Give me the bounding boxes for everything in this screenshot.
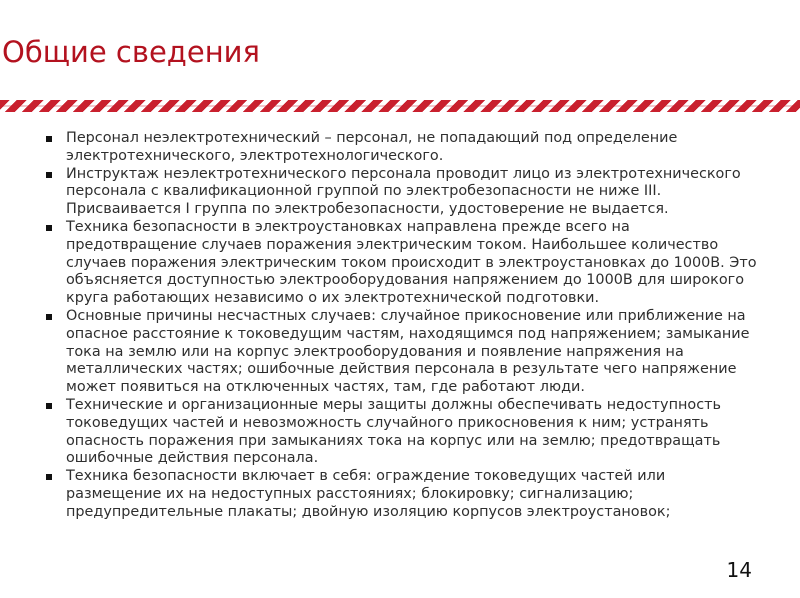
bullet-item [46,308,758,397]
page-number: 14 [726,558,752,582]
bullet-square-icon [46,403,52,409]
bullet-text: Технические и организационные меры защиты должны обеспечивать недоступность токоведущих частей и невозможность случайного прикосновения к ним; устранять опасность поражения при замыканиях тока на корпус или на землю; предотвращать ошибочные действия персонала. [66,396,721,467]
bullet-text: Техника безопасности в электроустановках направлена прежде всего на предотвращение случаев поражения электрическим током. Наибольшее количество случаев поражения электрическим током происходит в электроустановках до 1000В. Это объясняется доступностью электрооборудования напряжением до 1000В для широкого круга работающих независимо о их электротехнической подготовки. [66,218,757,307]
bullet-square-icon [46,172,52,178]
bullet-item [46,468,758,521]
bullet-text: Инструктаж неэлектротехнического персонала проводит лицо из электротехнического персонала с квалификационной группой по электробезопасности не ниже III. Присваивается I группа по электробезопасности, удостоверение не выдается. [66,165,741,218]
bullet-square-icon [46,314,52,320]
striped-divider [0,100,800,112]
bullet-item [46,166,758,219]
bullet-item [46,130,758,166]
bullet-square-icon [46,225,52,231]
bullet-item [46,397,758,468]
bullet-square-icon [46,136,52,142]
bullet-square-icon [46,474,52,480]
slide-title: Общие сведения [2,35,260,69]
bullet-text: Основные причины несчастных случаев: случайное прикосновение или приближение на опасное расстояние к токоведущим частям, находящимся под напряжением; замыкание тока на землю или на корпус электрооборудования и появление напряжения на металлических частях; ошибочные действия персонала в результате чего напряжение может появиться на отключенных частях, там, где работают люди. [66,307,750,396]
bullet-text: Техника безопасности включает в себя: ограждение токоведущих частей или размещение их на недоступных расстояниях; блокировку; сигнализацию; предупредительные плакаты; двойную изоляцию корпусов электроустановок; [66,468,671,520]
bullet-item [46,219,758,308]
bullet-list [46,130,758,522]
bullet-text: Персонал неэлектротехнический – персонал, не попадающий под определение электротехнического, электротехнологического. [66,130,678,164]
